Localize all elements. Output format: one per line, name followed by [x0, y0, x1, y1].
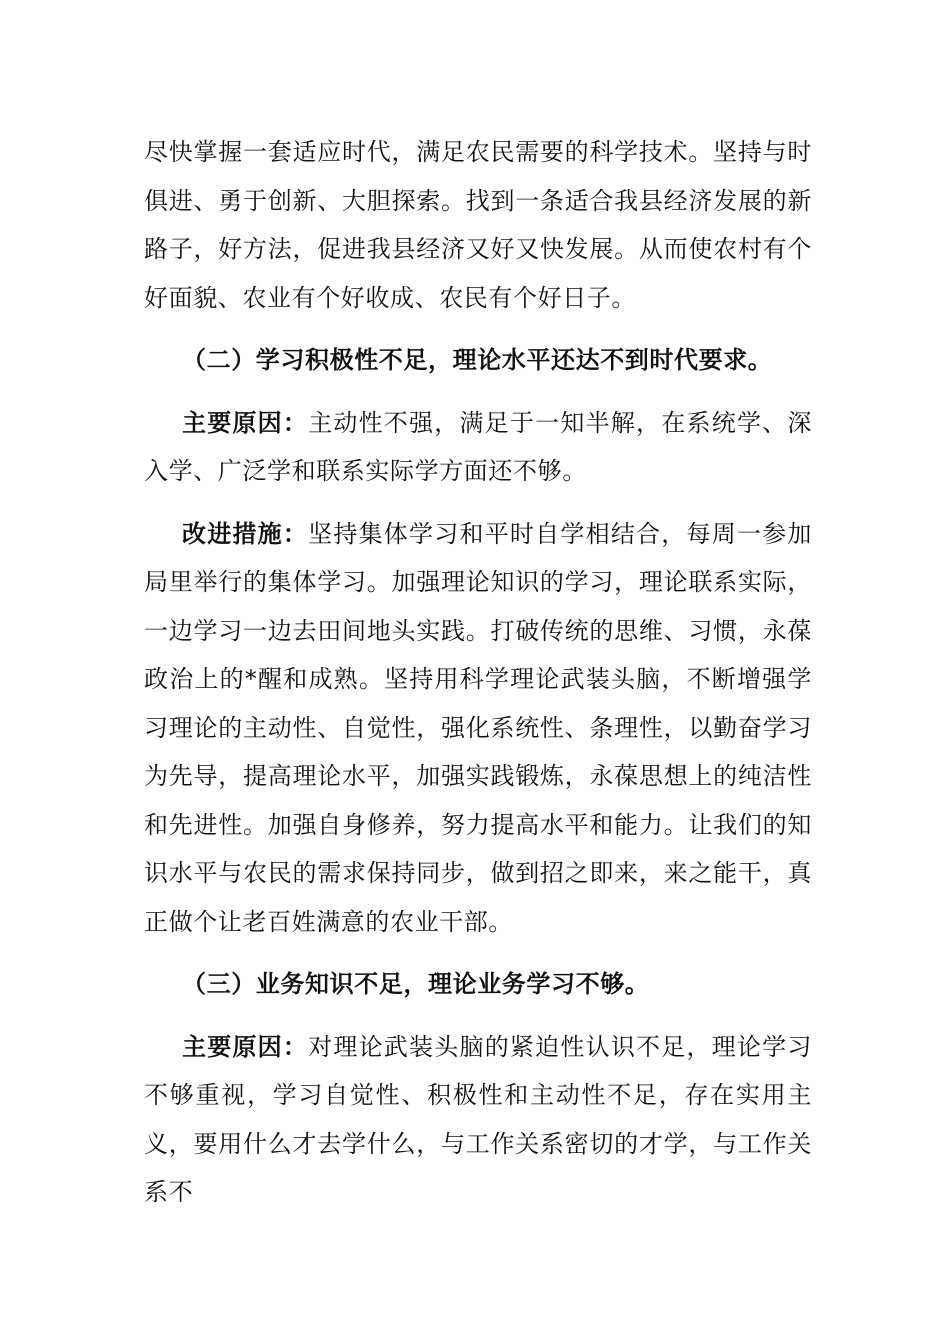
paragraph-text: 尽快掌握一套适应时代，满足农民需要的科学技术。坚持与时俱进、勇于创新、大胆探索。找到一条适合我县经济发展的新路子，好方法，促进我县经济又好又快发展。从而使农村有个好面貌、农业有个好收成、农民有个好日子。	[144, 138, 812, 312]
section-heading-3	[144, 960, 812, 1009]
paragraph-label: 改进措施：	[182, 519, 309, 548]
paragraph-improvement-2	[144, 510, 812, 947]
heading-text: （三）业务知识不足，理论业务学习不够。	[182, 970, 650, 998]
paragraph-continuation	[144, 128, 812, 322]
paragraph-main-cause-2	[144, 399, 812, 496]
heading-text: （二）学习积极性不足，理论水平还达不到时代要求。	[182, 346, 773, 374]
paragraph-label: 主要原因：	[182, 408, 309, 437]
paragraph-label: 主要原因：	[182, 1032, 309, 1061]
paragraph-text: 对理论武装头脑的紧迫性认识不足，理论学习不够重视，学习自觉性、积极性和主动性不足，存在实用主义，要用什么才去学什么，与工作关系密切的才学，与工作关系不	[144, 1032, 812, 1206]
document-body	[144, 128, 812, 1217]
paragraph-text: 坚持集体学习和平时自学相结合，每周一参加局里举行的集体学习。加强理论知识的学习，理论联系实际，一边学习一边去田间地头实践。打破传统的思维、习惯，永葆政治上的*醒和成熟。坚持用科学理论武装头脑，不断增强学习理论的主动性、自觉性，强化系统性、条理性，以勤奋学习为先导，提高理论水平，加强实践锻炼，永葆思想上的纯洁性和先进性。加强自身修养，努力提高水平和能力。让我们的知识水平与农民的需求保持同步，做到招之即来，来之能干，真正做个让老百姓满意的农业干部。	[144, 519, 812, 936]
section-heading-2	[144, 336, 812, 385]
paragraph-main-cause-3	[144, 1023, 812, 1217]
paragraph-text: 主动性不强，满足于一知半解，在系统学、深入学、广泛学和联系实际学方面还不够。	[144, 408, 812, 485]
